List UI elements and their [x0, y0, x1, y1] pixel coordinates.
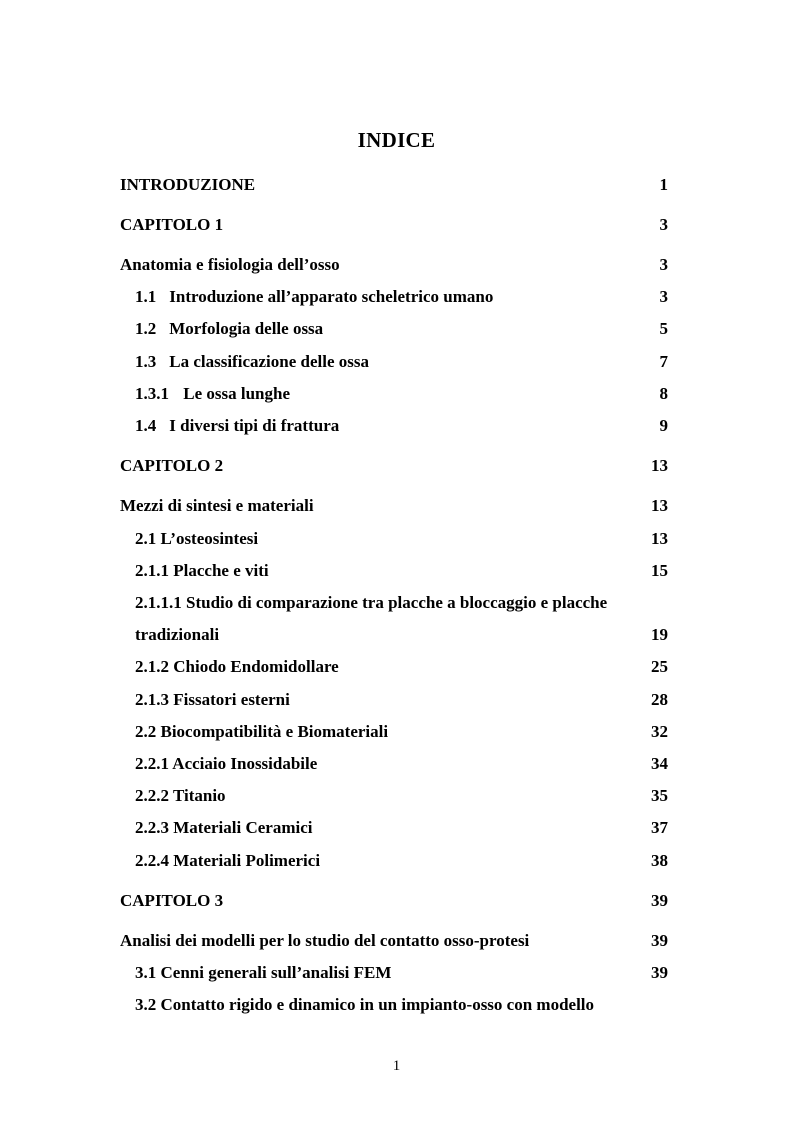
toc-entry-3-1[interactable]: [135, 961, 668, 985]
toc-entry-page: 13: [651, 529, 668, 548]
toc-entry-text: 2.1.1 Placche e viti: [135, 561, 269, 580]
toc-entry-2-1-1-1[interactable]: [135, 591, 668, 615]
toc-entry-number: 1.3: [135, 352, 157, 371]
toc-entry-capitolo-1[interactable]: [120, 213, 668, 237]
page-title: INDICE: [357, 128, 436, 152]
toc-entry-text: I diversi tipi di frattura: [169, 416, 340, 435]
toc-entry-2-2[interactable]: [135, 720, 668, 744]
toc-entry-text: 2.2 Biocompatibilità e Biomateriali: [135, 722, 389, 741]
toc-entry-page: 28: [651, 690, 668, 709]
toc-entry-page: 3: [659, 215, 668, 234]
toc-entry-page: 13: [651, 496, 668, 515]
toc-entry-text: CAPITOLO 2: [120, 456, 224, 475]
toc-entry-mezzi-di-sintesi[interactable]: [120, 494, 668, 518]
toc-entry-page: 9: [659, 416, 668, 435]
toc-entry-page: 3: [659, 255, 668, 274]
toc-entry-text: Introduzione all’apparato scheletrico umano: [169, 287, 494, 306]
toc-entry-text: 2.2.1 Acciaio Inossidabile: [135, 754, 318, 773]
toc-entry-2-2-4[interactable]: [135, 849, 668, 873]
toc-entry-3-2[interactable]: [135, 993, 668, 1017]
toc-entry-page: 15: [651, 561, 668, 580]
toc-entry-text: 2.1.1.1 Studio di comparazione tra placche a bloccaggio e placche: [135, 593, 608, 612]
page-number: 1: [392, 1058, 401, 1074]
toc-entry-page: 39: [651, 963, 668, 982]
toc-entry-1-4[interactable]: [135, 414, 668, 438]
toc-entry-1-1[interactable]: [135, 285, 668, 309]
toc-entry-page: 37: [651, 818, 668, 837]
toc-entry-text: INTRODUZIONE: [120, 175, 256, 194]
toc-entry-2-1-2[interactable]: [135, 655, 668, 679]
toc-entry-page: 3: [659, 287, 668, 306]
toc-entry-text: 2.2.4 Materiali Polimerici: [135, 851, 321, 870]
toc-entry-page: 1: [659, 175, 668, 194]
toc-entry-text: 2.1 L’osteosintesi: [135, 529, 259, 548]
toc-entry-number: 1.2: [135, 319, 157, 338]
toc-entry-capitolo-3[interactable]: [120, 889, 668, 913]
toc-entry-analisi-dei-modelli[interactable]: [120, 929, 668, 953]
toc-entry-page: 39: [651, 891, 668, 910]
toc-entry-2-1[interactable]: [135, 527, 668, 551]
toc-entry-anatomia[interactable]: [120, 253, 668, 277]
toc-entry-page: 8: [659, 384, 668, 403]
toc-entry-capitolo-2[interactable]: [120, 454, 668, 478]
toc-entry-text: 2.2.2 Titanio: [135, 786, 226, 805]
toc-entry-page: 34: [651, 754, 668, 773]
toc-entry-number: 1.3.1: [135, 384, 169, 403]
toc-entry-1-3[interactable]: [135, 350, 668, 374]
toc-entry-page: 13: [651, 456, 668, 475]
toc-entry-text: CAPITOLO 3: [120, 891, 224, 910]
toc-entry-2-2-1[interactable]: [135, 752, 668, 776]
toc-entry-page: 32: [651, 722, 668, 741]
toc-entry-page: 39: [651, 931, 668, 950]
toc-entry-text: Analisi dei modelli per lo studio del contatto osso-protesi: [120, 931, 530, 950]
toc-entry-text: Anatomia e fisiologia dell’osso: [120, 255, 340, 274]
toc-entry-number: 1.1: [135, 287, 157, 306]
toc-entry-2-1-1[interactable]: [135, 559, 668, 583]
toc-entry-text: 2.1.3 Fissatori esterni: [135, 690, 290, 709]
toc-entry-1-3-1[interactable]: [135, 382, 668, 406]
toc-entry-text: 2.2.3 Materiali Ceramici: [135, 818, 313, 837]
toc-entry-page: 19: [651, 625, 668, 644]
toc-entry-2-1-3[interactable]: [135, 688, 668, 712]
toc-entry-2-2-3[interactable]: [135, 816, 668, 840]
toc-entry-text: Morfologia delle ossa: [169, 319, 324, 338]
toc-entry-text: 3.2 Contatto rigido e dinamico in un impianto-osso con modello: [135, 995, 595, 1014]
toc-entry-number: 1.4: [135, 416, 157, 435]
toc-entry-2-2-2[interactable]: [135, 784, 668, 808]
toc-entry-page: 35: [651, 786, 668, 805]
toc-entry-introduzione[interactable]: [120, 173, 668, 197]
toc-entry-text: Mezzi di sintesi e materiali: [120, 496, 314, 515]
toc-entry-text: CAPITOLO 1: [120, 215, 224, 234]
toc-entry-2-1-1-1-continued[interactable]: [135, 623, 668, 647]
toc-entry-page: 38: [651, 851, 668, 870]
toc-entry-text: La classificazione delle ossa: [169, 352, 369, 371]
toc-entry-page: 5: [659, 319, 668, 338]
toc-entry-text: Le ossa lunghe: [183, 384, 290, 403]
toc-entry-1-2[interactable]: [135, 317, 668, 341]
toc-entry-page: 25: [651, 657, 668, 676]
toc-entry-text: tradizionali: [135, 625, 220, 644]
toc-entry-text: 2.1.2 Chiodo Endomidollare: [135, 657, 339, 676]
toc-entry-text: 3.1 Cenni generali sull’analisi FEM: [135, 963, 392, 982]
toc-entry-page: 7: [659, 352, 668, 371]
